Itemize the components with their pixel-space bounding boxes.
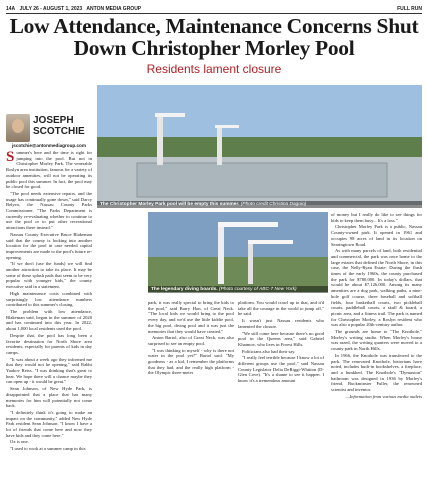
paragraph: Politicians also had their say.	[242, 348, 296, 354]
paragraph: High maintenance costs combined with surprisingly low attendance numbers contributed to this summer's closing.	[6, 290, 92, 308]
deck: Residents lament closure	[146, 62, 282, 76]
paragraph: Nassau County Executive Bruce Blakeman said that the county is looking into another location for the pool in case needed capital improvements are made to the pool's future re-opening.	[6, 231, 92, 260]
page-folio	[6, 4, 422, 14]
main-photo-caption	[97, 201, 422, 208]
paragraph: "I was thinking to myself - why is there not water in the pool yet?" Bartol said. "My goodness - as a kid, I remember the platforms that they had, and the really high platform - the Olympic three-meter	[148, 347, 234, 376]
article-column-4	[331, 212, 422, 401]
paragraph: In 1966, the Knothole was transferred to the park. The renovated Knothole, historians have noted, includes built-in bookshelves, a fireplace, and a bunkbed. The Knothole's "Dymaxion" bathroom was designed in 1936 by Morley's friend, Buckminster Fuller, the renowned scientist and inventor.	[331, 352, 422, 393]
second-caption-text: The legendary diving boards.	[151, 287, 218, 292]
paragraph: Ox is one.	[10, 439, 29, 445]
section-label: FULL RUN	[397, 5, 422, 12]
paragraph: It wasn't just Nassau residents who lamented the closure.	[238, 318, 324, 329]
issue-date: JULY 26 - AUGUST 1, 2023	[19, 5, 83, 12]
paragraph: Christopher Morley Park is a public, Nassau County-owned park. It opened in 1961 and occupies 98 acres of land in its location on Searingtown Road.	[331, 224, 422, 247]
diving-board-photo	[148, 212, 328, 292]
pool-scene-illustration	[97, 85, 422, 205]
paragraph: "It was about a week ago they informed me that they would not be opening," said Rabbi Yaakov Reiss. "I was thinking that's great to hear. We hope there will a chance maybe they can open up - it would be great."	[6, 356, 92, 385]
paragraph: "If we don't (use the funds) we will find another attraction to take its place. It may be some of these splash pads that seem to be very popular with younger kids," the county executive said in a statement.	[6, 261, 92, 290]
paragraph: The grounds are home to "The Knothole," Morley's writing studio. When Morley's house was razed, the writing quarters were moved to a county park in North Hills.	[331, 329, 422, 352]
paragraph: "We still come here because there's no good pool in the Queens area," said Gabriel Khaimov, who lives in Forest Hills.	[238, 330, 324, 347]
folio-left	[6, 6, 144, 12]
main-caption-text: The Christopher Morley Park pool will be empty this summer.	[100, 202, 240, 207]
lead-paragraph: Summer's here and the time is right for jumping into the pool. But not in Christopher Morley Park. The venerable Roslyn area institution, famous for a variety of outdoor amenities, will not be operating its public pool this summer. In fact, the pool may be closed for good.	[6, 149, 92, 190]
paragraph: platform. You would crawl up to that, and it'd take all the courage in the world to jump off," he said.	[238, 300, 324, 317]
second-caption-credit: (Photo courtesy of ABC-7 New York)	[218, 287, 297, 292]
article-column-2	[148, 300, 234, 377]
paragraph: "The pool needs extensive repairs, and the usage has continually gone down," said Darcy Belyea, the Nassau County Parks Commissioner. "The Parks Department is currently re-evaluating whether to continue to use the pool or to put other recreational attractions there instead."	[6, 190, 92, 231]
paragraph: Despite that, the pool has long been a favorite destination for North Shore area residents, especially for parents of kids in day camps.	[6, 332, 92, 355]
author-name	[33, 115, 85, 137]
publisher-name: ANTON MEDIA GROUP	[86, 5, 142, 12]
author-last-name: SCOTCHIE	[33, 126, 85, 137]
paragraph: Anton Bartol, also of Great Neck, was also surprised to see an empty pool.	[148, 335, 234, 346]
paragraph: The problem with low attendance, Blakeman said, began in the summer of 2020 and has continued into this year. In 2022, about 1,000 local residents used the pool.	[6, 308, 92, 332]
second-photo-caption	[148, 286, 328, 293]
paragraph: "I really feel terrible because I know a lot of different groups use the pool," said Nassau County Legislator Delia DeRiggi-Whitton (D-Glen Cove). "It's a shame to see it happen. I know it's a tremendous amount	[238, 355, 324, 384]
page-number: 14A	[6, 5, 16, 12]
headline: Low Attendance, Maintenance Concerns Shut Down Christopher Morley Pool	[9, 14, 419, 60]
paragraph: of money but I really do like to see things for kids to keep them busy... It's a loss."	[331, 212, 422, 223]
author-photo	[6, 114, 30, 142]
author-email: jscotchie@antonmediagroup.com	[12, 143, 86, 148]
article-column-3	[238, 300, 324, 385]
diving-board-illustration	[148, 212, 328, 292]
pool-photo	[97, 85, 422, 205]
drop-cap: S	[6, 149, 15, 165]
paragraph: As with many parcels of land, both residential and commercial, the park was once home to the large estates that defined the North Shore, in this case, the Nelly-Ryan Estate. During the flush times of the early 1960s, the county purchased the park for $780,000. In today's dollars, that would be about $7,126,000. Among its many amenities are a dog park, walking paths, a nine-hole golf course, three baseball and softball fields, four basketball courts, two pickleball courts, paddleball courts, a skull & board, a picnic area, and a fitness trail. The park is named for Christopher Morley, a Roslyn resident who was also a popular 20th-century author.	[331, 248, 422, 328]
paragraph: park, it was really special to bring the kids to the pool," said Barry Hon, of Great Neck. "The local kids we would bring to the pool every day, and we'd use the little kiddie pool, the big pool, diving pool and it was just the memories that they would have created."	[148, 300, 234, 334]
article-attribution: —Information from various media outlets	[345, 393, 422, 399]
article-column-1	[6, 150, 92, 453]
paragraph: "I definitely think it's going to make an impact on the community," added New Hyde Park resident Sean Johnson. "I know I have a lot of friends that come here and now they have kids and they come here."	[6, 409, 92, 438]
paragraph: "I used to work at a summer camp in this	[10, 446, 86, 452]
paragraph: Sean Johnson, of New Hyde Park, is disappointed that a place that has many memories for him will potentially not come back.	[6, 386, 92, 409]
main-caption-credit: (Photo credit Christina Daguio)	[240, 202, 307, 207]
author-first-name: JOSEPH	[33, 115, 74, 126]
